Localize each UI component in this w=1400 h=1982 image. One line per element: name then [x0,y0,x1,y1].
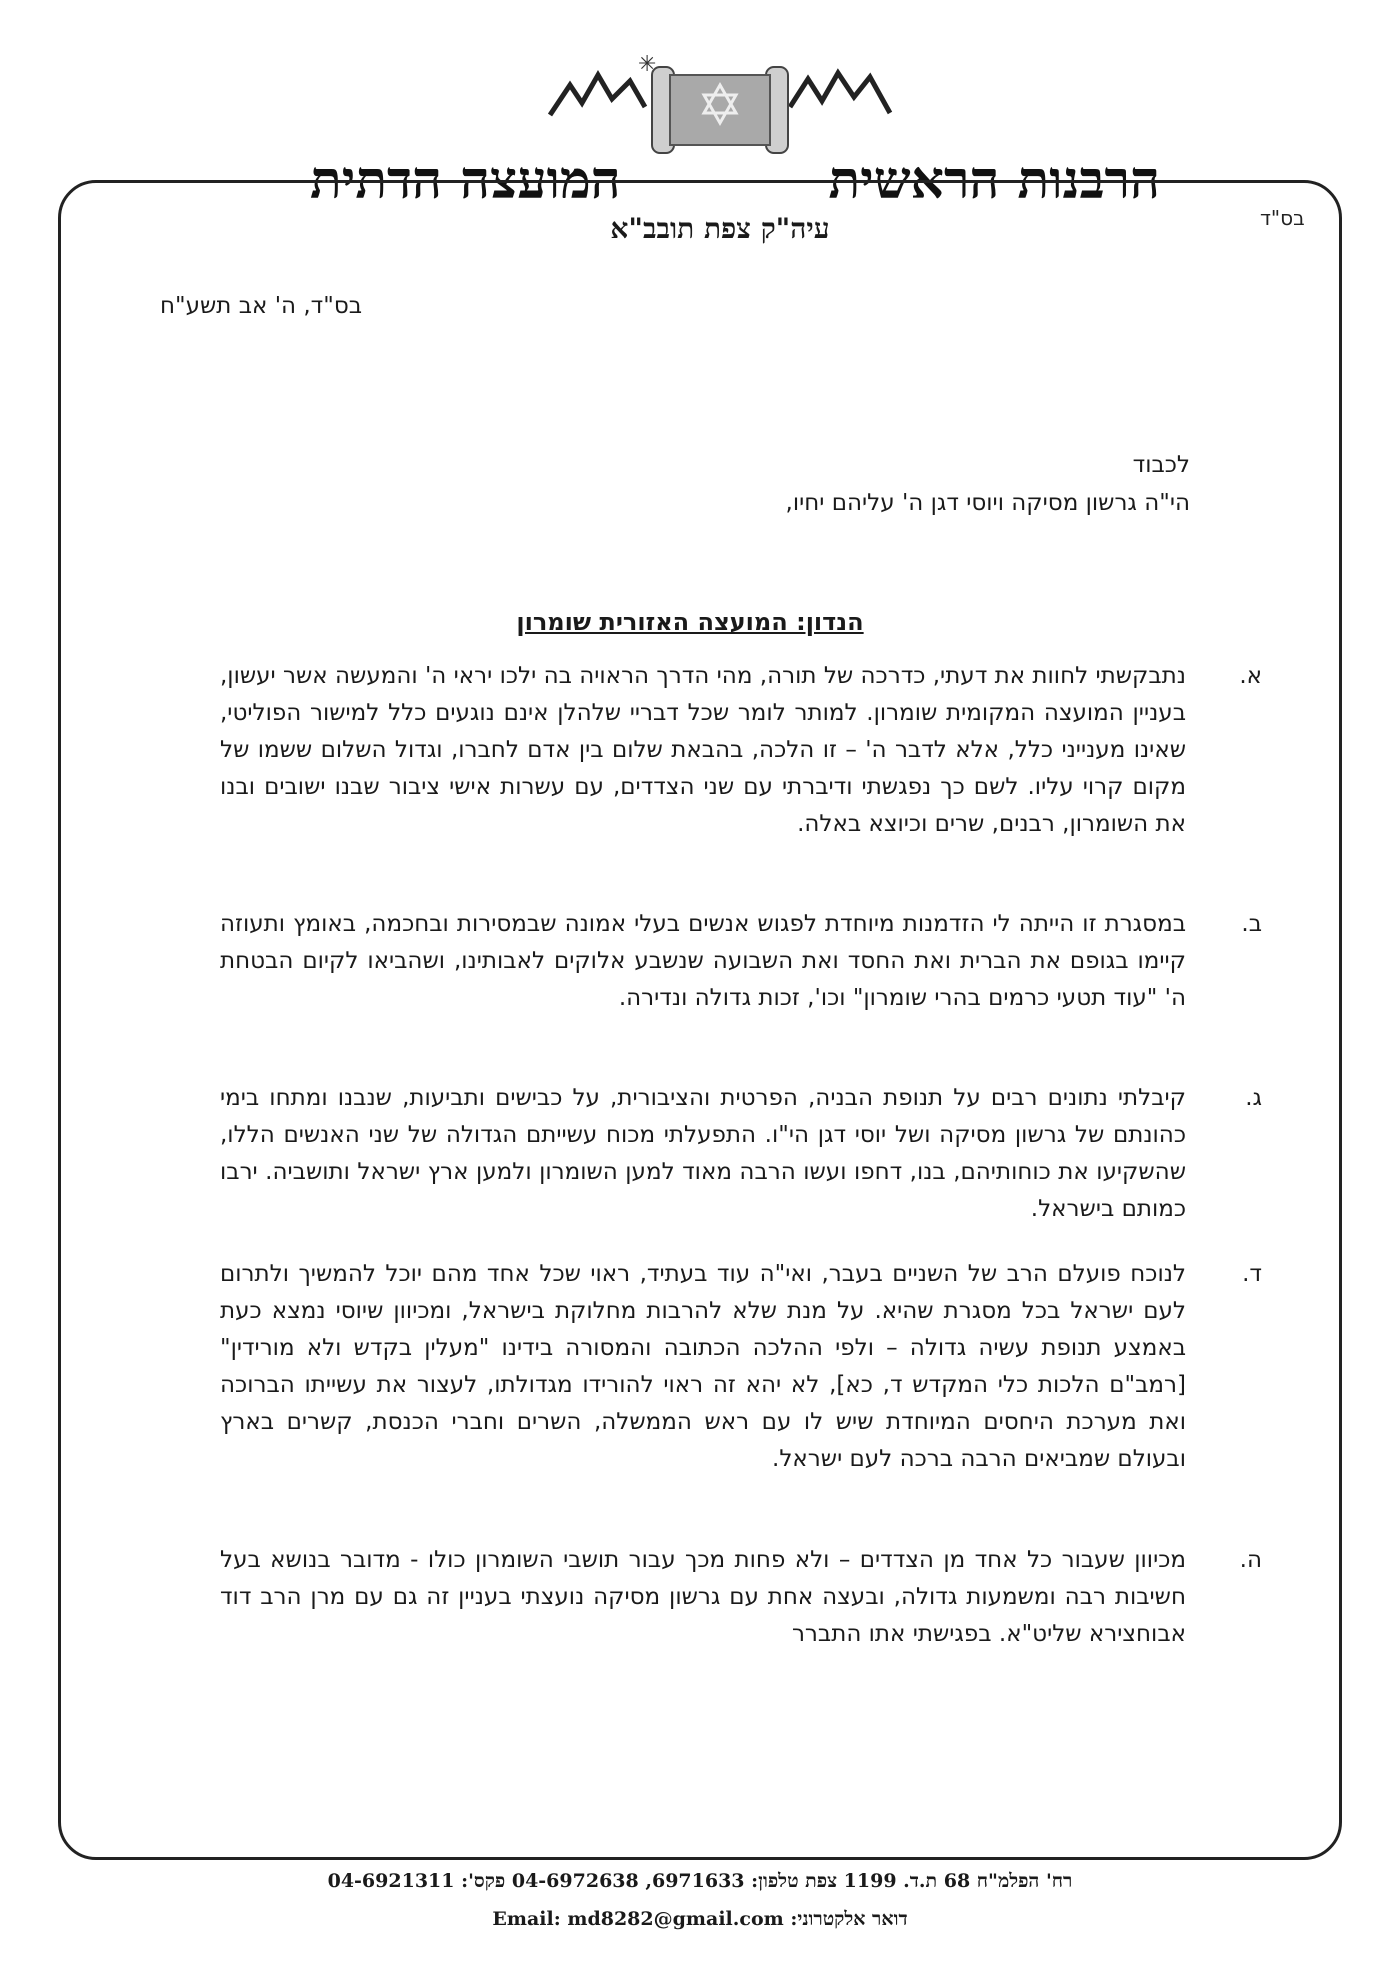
paragraph-marker: א. [1239,663,1262,689]
footer-email: דואר אלקטרוני: Email: md8282@gmail.com [492,1908,908,1930]
svg-text:✳: ✳ [638,55,657,77]
paragraph-text: לנוכח פועלם הרב של השניים בעבר, ואי"ה עוד בעתיד, ראוי שכל אחד מהם יוכל להמשיך ולתרום לעם ישראל בכל מסגרת שהיא. על מנת שלא להרבות מחלוקת בישראל, ומכיוון שיוסי נמצא כעת באמצע תנופת עשיה גדולה – ולפי ההלכה הכתובה והמסורה בידינו "מעלין בקדש ולא מורידין" [רמב"ם הלכות כלי המקדש ד, כא], לא יהא זה ראוי להורידו מגדולתו, לעצור את עשייתו הברוכה ואת מערכת היחסים המיוחדת שיש לו עם ראש הממשלה, השרים וחברי הכנסת, קשרים בארץ ובעולם שמביאים הרבה ברכה לעם ישראל. [220,1261,1186,1472]
paragraph-marker: ג. [1245,1085,1262,1111]
recipient-names: הי"ה גרשון מסיקה ויוסי דגן ה' עליהם יחיו, [785,490,1190,516]
corner-mark: בס"ד [1260,206,1305,230]
paragraph-marker: ד. [1242,1261,1262,1287]
paragraph-text: במסגרת זו הייתה לי הזדמנות מיוחדת לפגוש אנשים בעלי אמונה שבמסירות ובחכמה, באומץ ותעוזה קיימו בגופם את הברית ואת החסד ואת השבועה שנשבע אלוקים לאבותינו, ושהביאו לקיום הבטחת ה' "עוד תטעי כרמים בהרי שומרון" וכו', זכות גדולה ונדירה. [220,911,1186,1011]
paragraph-text: מכיוון שעבור כל אחד מן הצדדים – ולא פחות מכך עבור תושבי השומרון כולו - מדובר בנושא בעל חשיבות רבה ומשמעות גדולה, ובעצה אחת עם גרשון מסיקה נועצתי בעניין זה גם עם מרן הרב דוד אבוחצירא שליט"א. בפגישתי אתו התברר [220,1547,1186,1647]
paragraph-marker: ה. [1239,1547,1262,1573]
letterhead-subtitle: עיה"ק צפת תובב"א [610,212,830,245]
paragraph-marker: ב. [1241,911,1262,937]
paragraph-d [220,1256,1262,1478]
footer-address: רח' הפלמ"ח 68 ת.ד. 1199 צפת טלפון: 6971633, 04-6972638 פקס': 04-6921311 [327,1870,1073,1892]
paragraph-c [220,1080,1262,1228]
letterhead-title-left: המועצה הדתית [310,150,621,211]
paragraph-b [220,906,1262,1017]
paragraph-text: נתבקשתי לחוות את דעתי, כדרכה של תורה, מהי הדרך הראויה בה ילכו יראי ה' והמעשה אשר יעשון, בעניין המועצה המקומית שומרון. למותר לומר שכל דבריי שלהלן אינם נוגעים כלל למישור הפוליטי, שאינו מענייני כלל, אלא לדבר ה' – זו הלכה, בהבאת שלום בין אדם לחברו, וגדול השלום ששמו של מקום קרוי עליו. לשם כך נפגשתי ודיברתי עם שני הצדדים, עם עשרות אישי ציבור שבנו ישובים ובנו את השומרון, רבנים, שרים וכיוצא באלה. [220,663,1186,837]
letter-date: בס"ד, ה' אב תשע"ח [160,293,363,319]
paragraph-a [220,658,1262,843]
recipient-label: לכבוד [1132,452,1190,478]
letter-subject: הנדון: המועצה האזורית שומרון [516,608,864,636]
letterhead-title-right: הרבנות הראשית [828,150,1160,211]
paragraph-text: קיבלתי נתונים רבים על תנופת הבניה, הפרטית והציבורית, על כבישים ותביעות, שנבנו ומתחו בימי כהונתם של גרשון מסיקה ושל יוסי דגן הי"ו. התפעלתי מכוח עשייתם הגדולה של שני האנשים הללו, שהשקיעו את כוחותיהם, בנו, דחפו ועשו הרבה מאוד למען השומרון ולמען ארץ ישראל ותושביה. ירבו כמותם בישראל. [220,1085,1186,1222]
torah-scroll-emblem-icon [540,55,900,155]
paragraph-e [220,1542,1262,1653]
